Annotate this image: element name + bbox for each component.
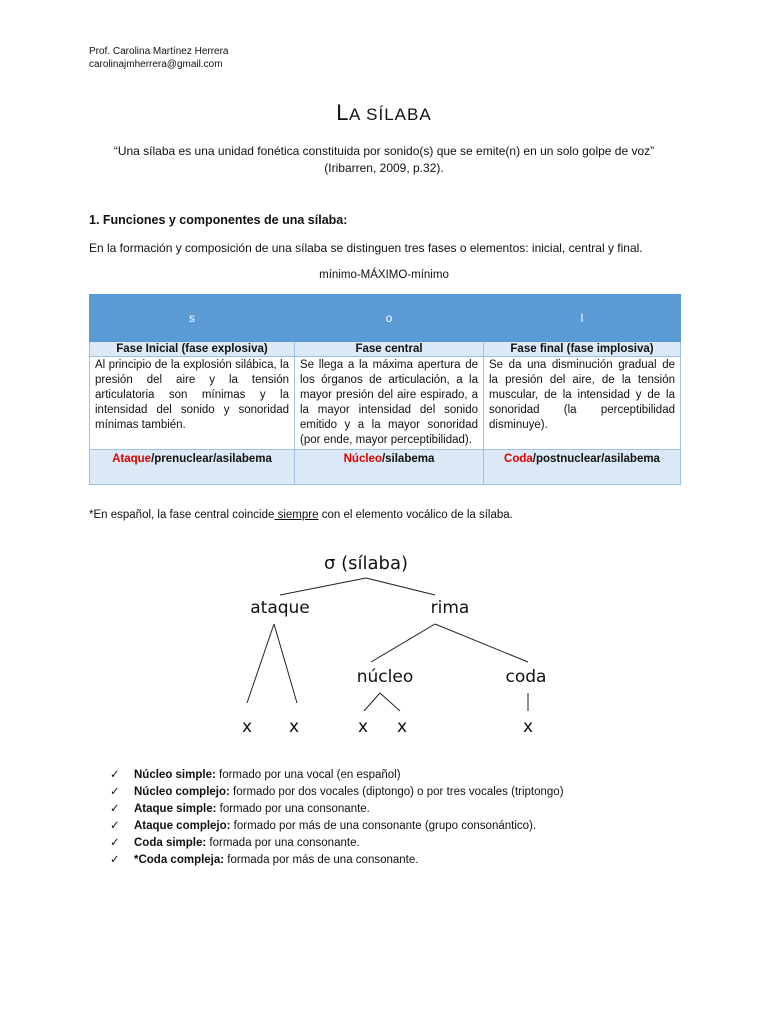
syllable-phases-table — [89, 294, 681, 485]
leaf-nucleo-x2: x — [396, 717, 408, 737]
name-final-rest: /postnuclear/asilabema — [532, 453, 660, 465]
term: Ataque simple: — [134, 803, 217, 815]
title-first-letter: L — [336, 100, 350, 125]
edge-nucleo-x2 — [380, 693, 400, 711]
node-coda: coda — [505, 667, 547, 687]
term: Ataque complejo: — [134, 820, 231, 832]
name-final-highlight: Coda — [504, 453, 533, 465]
section-intro: En la formación y composición de una sílaba se distinguen tres fases o elementos: inicial, central y final. — [89, 241, 643, 255]
check-icon: ✓ — [110, 820, 120, 832]
edge-root-ataque — [280, 578, 366, 595]
leaf-coda-x: x — [522, 717, 534, 737]
list-item — [110, 784, 564, 801]
name-central-highlight: Núcleo — [343, 453, 382, 465]
phase-initial: Fase Inicial (fase explosiva) — [90, 342, 295, 357]
intensity-pattern: mínimo-MÁXIMO-mínimo — [319, 269, 449, 281]
header-cell-l: l — [484, 295, 681, 342]
edge-ataque-x2 — [274, 624, 297, 703]
list-item — [110, 801, 564, 818]
phase-central: Fase central — [295, 342, 484, 357]
name-central-rest: /silabema — [381, 453, 435, 465]
title-rest: A SÍLABA — [349, 105, 432, 124]
name-initial-rest: /prenuclear/asilabema — [151, 453, 272, 465]
list-item — [110, 835, 564, 852]
term: Coda simple: — [134, 837, 207, 849]
name-initial-highlight: Ataque — [112, 453, 152, 465]
definition: formada por una consonante. — [206, 837, 360, 849]
definition: formada por más de una consonante. — [224, 854, 419, 866]
quote-citation: (Iribarren, 2009, p.32). — [324, 161, 444, 175]
definition: formado por una vocal (en español) — [215, 769, 401, 781]
edge-root-rima — [366, 578, 435, 595]
node-nucleo: núcleo — [356, 667, 414, 687]
term: Núcleo simple: — [134, 769, 216, 781]
definition: formado por más de una consonante (grupo consonántico). — [230, 820, 537, 832]
header-cell-o: o — [295, 295, 484, 342]
definition: formado por una consonante. — [216, 803, 370, 815]
node-root: σ (sílaba) — [323, 553, 409, 574]
footnote — [89, 509, 513, 521]
node-ataque: ataque — [250, 598, 310, 618]
author-email: carolinajmherrera@gmail.com — [89, 59, 223, 70]
name-initial — [90, 450, 295, 485]
list-item — [110, 818, 564, 835]
list-item — [110, 852, 564, 869]
syllable-tree-diagram — [220, 545, 560, 740]
leaf-ataque-x2: x — [288, 717, 300, 737]
edge-nucleo-x1 — [364, 693, 380, 711]
edge-rima-nucleo — [371, 624, 435, 662]
name-central — [295, 450, 484, 485]
leaf-nucleo-x1: x — [357, 717, 369, 737]
name-final — [484, 450, 681, 485]
footnote-start: *En español, la fase central coincide — [89, 509, 275, 521]
edge-ataque-x1 — [247, 624, 274, 703]
leaf-ataque-x1: x — [241, 717, 253, 737]
definition-quote — [60, 143, 708, 177]
check-icon: ✓ — [110, 837, 120, 849]
check-icon: ✓ — [110, 803, 120, 815]
term: *Coda compleja: — [134, 854, 225, 866]
description-initial: Al principio de la explosión silábica, la presión del aire y la tensión articulatoria son mínimas y la intensidad del sonido y sonoridad mínimas también. — [90, 357, 295, 450]
check-icon: ✓ — [110, 769, 120, 781]
header-cell-s: s — [90, 295, 295, 342]
check-icon: ✓ — [110, 854, 120, 866]
list-item — [110, 767, 564, 784]
description-final: Se da una disminución gradual de la presión del aire, de la tensión muscular, de la intensidad y de la sonoridad (la perceptibilidad disminuye). — [484, 357, 681, 450]
section-heading: 1. Funciones y componentes de una sílaba: — [89, 213, 348, 227]
edge-rima-coda — [435, 624, 528, 662]
definitions-checklist — [110, 767, 564, 869]
footnote-end: con el elemento vocálico de la sílaba. — [318, 509, 513, 521]
term: Núcleo complejo: — [134, 786, 230, 798]
author-header — [89, 45, 229, 71]
description-central: Se llega a la máxima apertura de los órganos de articulación, a la mayor presión del aire espirado, a la mayor intensidad del sonido emitido y a la mayor sonoridad (por ende, mayor perceptibilidad). — [295, 357, 484, 450]
definition: formado por dos vocales (diptongo) o por tres vocales (triptongo) — [229, 786, 564, 798]
footnote-underlined: siempre — [274, 509, 319, 521]
quote-text: “Una sílaba es una unidad fonética constituida por sonido(s) que se emite(n) en un solo golpe de voz” — [113, 144, 655, 158]
node-rima: rima — [430, 598, 470, 618]
author-name: Prof. Carolina Martínez Herrera — [89, 46, 229, 57]
phase-final: Fase final (fase implosiva) — [484, 342, 681, 357]
check-icon: ✓ — [110, 786, 120, 798]
page-title — [0, 100, 768, 126]
